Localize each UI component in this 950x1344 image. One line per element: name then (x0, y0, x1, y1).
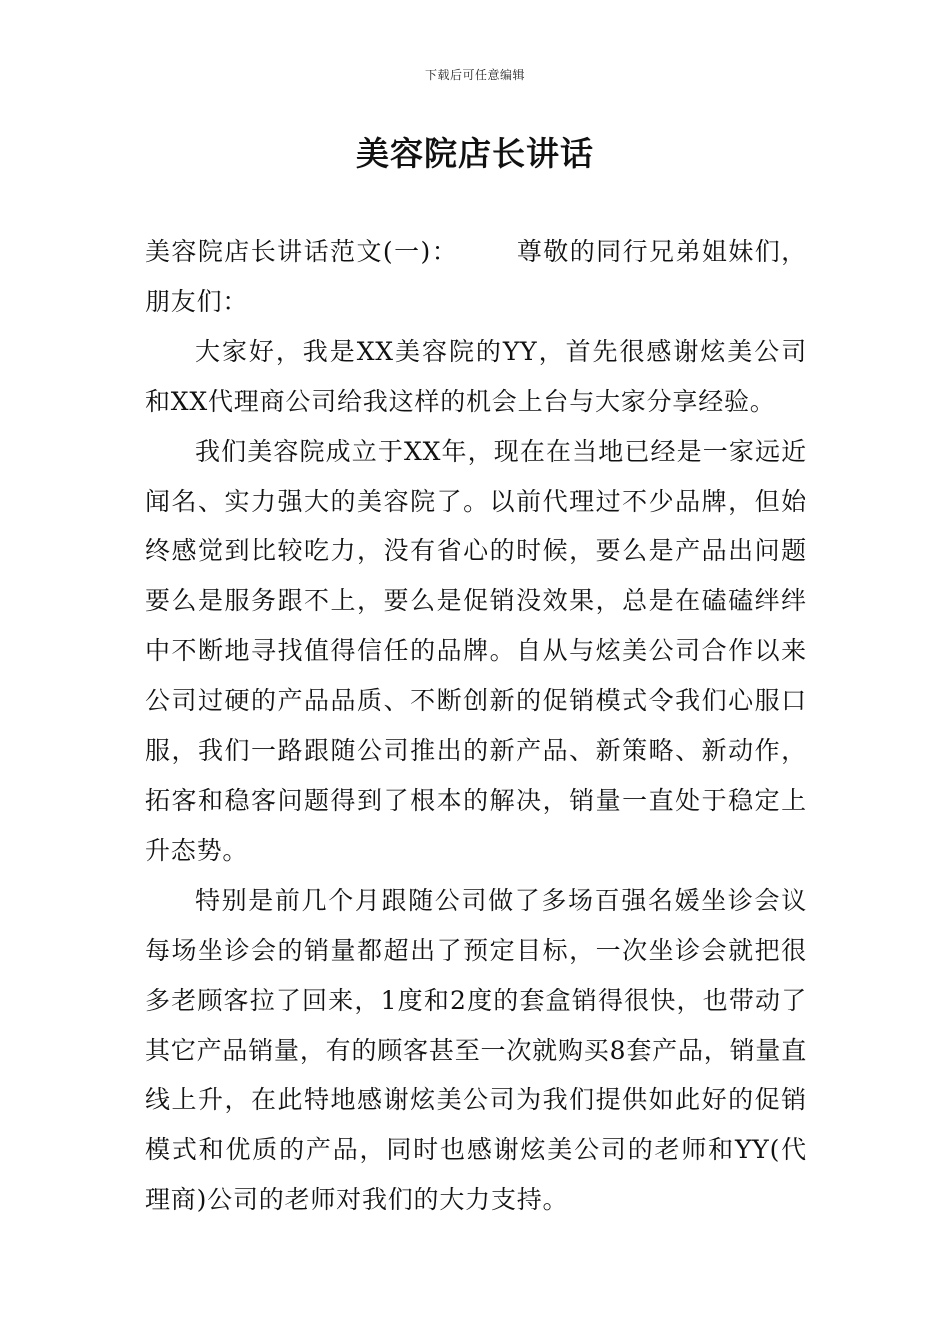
opening-line (145, 227, 807, 327)
document-body (145, 227, 807, 1225)
document-title: 美容院店长讲话 (356, 134, 594, 173)
paragraph-1: 大家好，我是XX美容院的YY，首先很感谢炫美公司和XX代理商公司给我这样的机会上台与大家分享经验。 (145, 336, 807, 416)
opening-label: 美容院店长讲话范文(一)： (145, 237, 459, 266)
paragraph-2: 我们美容院成立于XX年，现在在当地已经是一家远近闻名、实力强大的美容院了。以前代理过不少品牌，但始终感觉到比较吃力，没有省心的时候，要么是产品出问题要么是服务跟不上，要么是促销没效果，总是在磕磕绊绊中不断地寻找值得信任的品牌。自从与炫美公司合作以来公司过硬的产品品质、不断创新的促销模式令我们心服口服，我们一路跟随公司推出的新产品、新策略、新动作，拓客和稳客问题得到了根本的解决，销量一直处于稳定上升态势。 (145, 436, 807, 865)
header-note: 下载后可任意编辑 (424, 68, 525, 82)
opening-greeting: 尊敬的同行兄弟姐妹们，朋友们： (145, 237, 807, 316)
paragraph-3: 特别是前几个月跟随公司做了多场百强名媛坐诊会议每场坐诊会的销量都超出了预定目标，一次坐诊会就把很多老顾客拉了回来，1度和2度的套盒销得很快，也带动了其它产品销量，有的顾客甚至一次就购买8套产品，销量直线上升，在此特地感谢炫美公司为我们提供如此好的促销模式和优质的产品，同时也感谢炫美公司的老师和YY(代理商)公司的老师对我们的大力支持。 (145, 885, 807, 1215)
